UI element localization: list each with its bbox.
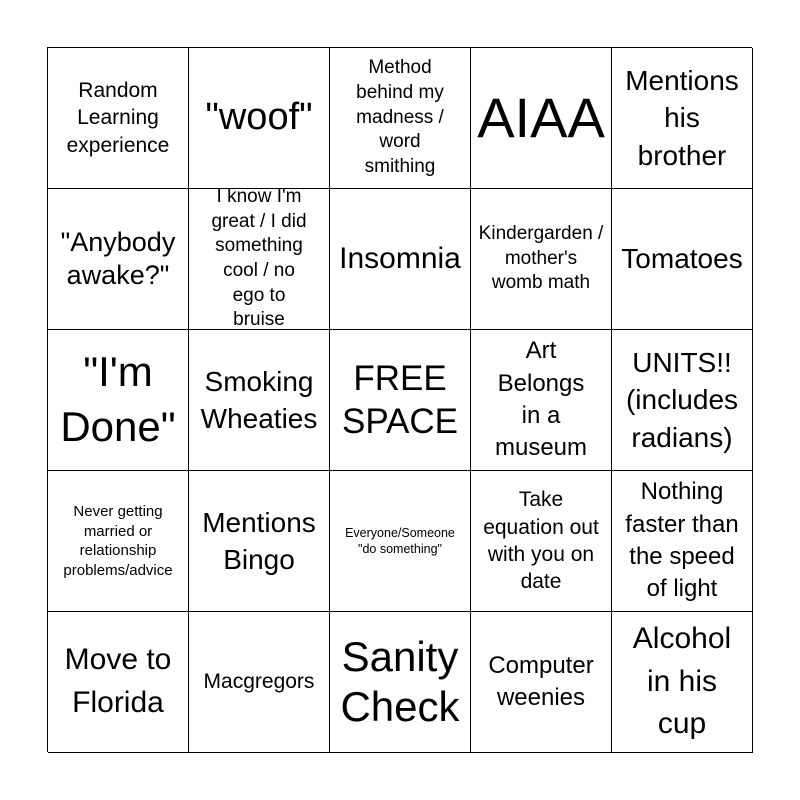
cell-label: "woof" <box>205 96 313 139</box>
bingo-cell-12[interactable] <box>189 330 330 471</box>
cell-label: Macgregors <box>203 670 315 694</box>
cell-label: Computer weenies <box>488 651 594 711</box>
cell-label: Smoking Wheaties <box>200 365 318 434</box>
bingo-cell-20[interactable] <box>612 471 753 612</box>
bingo-cell-9[interactable] <box>471 189 612 330</box>
cell-label: Alcohol in his cup <box>632 622 732 741</box>
bingo-cell-25[interactable] <box>612 612 753 753</box>
cell-label: Random Learning experience <box>66 79 170 157</box>
bingo-cell-24[interactable] <box>471 612 612 753</box>
cell-label: Tomatoes <box>621 243 743 275</box>
cell-label: Sanity Check <box>340 632 460 730</box>
cell-label: AIAA <box>477 86 605 150</box>
bingo-cell-4[interactable] <box>471 48 612 189</box>
cell-label: Mentions his brother <box>625 65 739 171</box>
bingo-cell-22[interactable] <box>189 612 330 753</box>
bingo-cell-10[interactable] <box>612 189 753 330</box>
cell-label: Everyone/Someone "do something" <box>345 525 455 556</box>
bingo-cell-6[interactable] <box>48 189 189 330</box>
bingo-cell-2[interactable] <box>189 48 330 189</box>
cell-label: FREE SPACE <box>341 358 459 441</box>
cell-label: Insomnia <box>339 241 461 275</box>
cell-label: "Anybody awake?" <box>60 227 176 290</box>
bingo-cell-19[interactable] <box>471 471 612 612</box>
cell-label: Method behind my madness / word smithing <box>356 57 444 178</box>
cell-label: Art Belongs in a museum <box>494 337 588 462</box>
cell-label: "I'm Done" <box>60 348 176 450</box>
bingo-cell-23[interactable] <box>330 612 471 753</box>
bingo-cell-5[interactable] <box>612 48 753 189</box>
cell-label: Never getting married or relationship problems/advice <box>63 503 173 579</box>
cell-label: Kindergarden / mother's womb math <box>478 222 604 294</box>
bingo-cell-21[interactable] <box>48 612 189 753</box>
cell-label: Mentions Bingo <box>202 506 316 575</box>
bingo-cell-13-free-space[interactable] <box>330 330 471 471</box>
bingo-cell-3[interactable] <box>330 48 471 189</box>
bingo-cell-17[interactable] <box>189 471 330 612</box>
bingo-cell-18[interactable] <box>330 471 471 612</box>
bingo-cell-11[interactable] <box>48 330 189 471</box>
cell-label: Take equation out with you on date <box>483 488 599 594</box>
bingo-cell-1[interactable] <box>48 48 189 189</box>
bingo-board <box>47 47 752 752</box>
cell-label: I know I'm great / I did something cool / no ego to bruise <box>211 189 307 330</box>
cell-label: Move to Florida <box>64 643 172 719</box>
bingo-cell-15[interactable] <box>612 330 753 471</box>
bingo-cell-7[interactable] <box>189 189 330 330</box>
bingo-cell-16[interactable] <box>48 471 189 612</box>
cell-label: UNITS!! (includes radians) <box>625 347 739 453</box>
bingo-cell-14[interactable] <box>471 330 612 471</box>
bingo-cell-8[interactable] <box>330 189 471 330</box>
cell-label: Nothing faster than the speed of light <box>625 478 739 603</box>
